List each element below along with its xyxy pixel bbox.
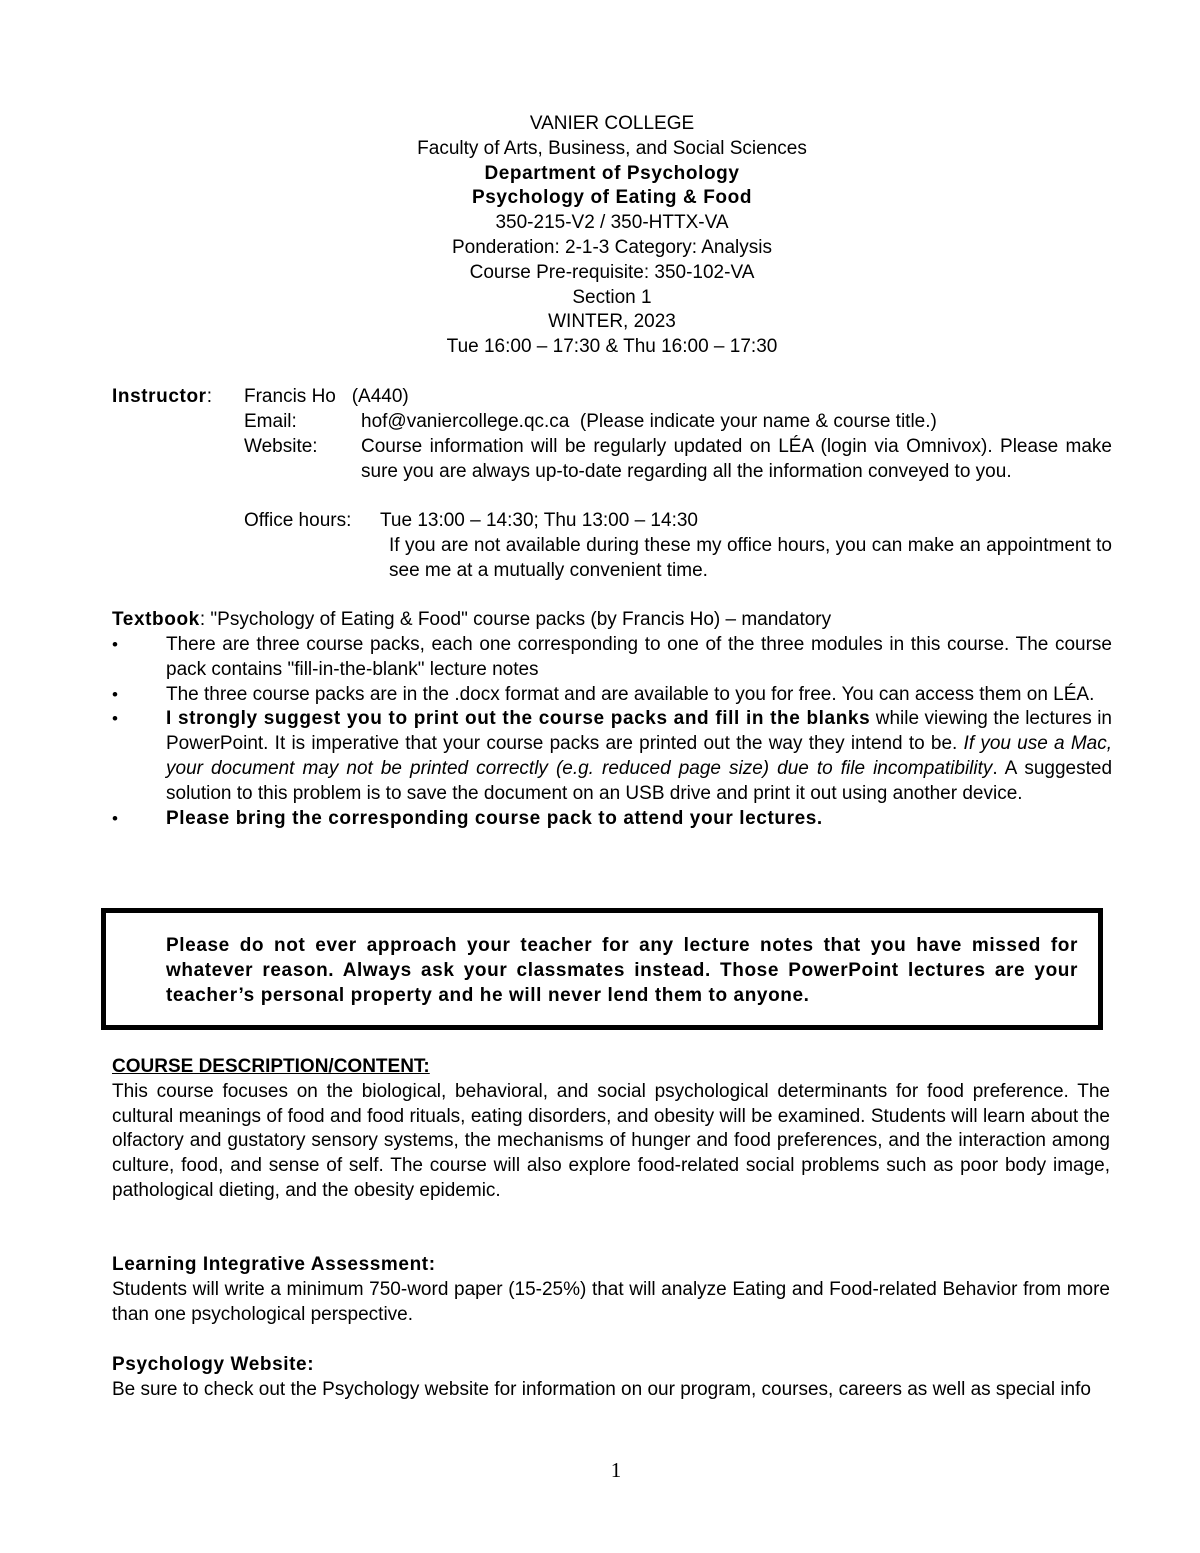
office-hours-value: Tue 13:00 – 14:30; Thu 13:00 – 14:30 (380, 510, 698, 531)
class-schedule: Tue 16:00 – 17:30 & Thu 16:00 – 17:30 (446, 336, 778, 358)
office-hours-label: Office hours: (244, 510, 352, 531)
website-label: Website: (244, 436, 318, 457)
psychology-website (112, 1353, 1110, 1403)
bullet-icon: • (112, 808, 118, 828)
learning-assessment (112, 1253, 1110, 1327)
website-heading: Psychology Website: (112, 1354, 315, 1375)
course-title: Psychology of Eating & Food (471, 187, 753, 209)
department-name: Department of Psychology (484, 162, 740, 184)
prerequisite: Course Pre-requisite: 350-102-VA (469, 261, 755, 283)
list-item: • Please bring the corresponding course pack to attend your lectures. (112, 807, 1112, 832)
bullet-icon: • (112, 684, 118, 704)
course-code: 350-215-V2 / 350-HTTX-VA (495, 212, 729, 234)
course-header (0, 112, 1200, 360)
term: WINTER, 2023 (548, 311, 676, 333)
instructor-label: Instructor: (112, 386, 212, 407)
assessment-text: Students will write a minimum 750-word paper (15-25%) that will analyze Eating and Food-related Behavior from more than one psychological perspective. (112, 1278, 1110, 1325)
college-name: VANIER COLLEGE (529, 113, 695, 134)
textbook-bullets (112, 633, 1112, 831)
instructor-name: Francis Ho (A440) (244, 386, 409, 407)
bullet-icon: • (112, 635, 118, 654)
textbook-line: Textbook: "Psychology of Eating & Food" course packs (by Francis Ho) – mandatory (112, 609, 832, 630)
description-heading: COURSE DESCRIPTION/CONTENT: (112, 1056, 430, 1077)
assessment-heading: Learning Integrative Assessment: (112, 1254, 436, 1275)
email-value: hof@vaniercollege.qc.ca (Please indicate your name & course title.) (361, 411, 937, 432)
list-item: • The three course packs are in the .docx format and are available to you for free. You can access them on LÉA. (112, 683, 1112, 708)
list-item: • There are three course packs, each one corresponding to one of the three modules in this course. The course pack contains "fill-in-the-blank" lecture notes (112, 634, 1112, 680)
faculty-name: Faculty of Arts, Business, and Social Sciences (417, 137, 807, 159)
list-item: • I strongly suggest you to print out the course packs and fill in the blanks while viewing the lectures in PowerPoint. It is imperative that your course packs are printed out the way they intend to be. If you use a Mac, your document may not be printed correctly (e.g. reduced page size) due to file incompatibility. A suggested solution to this problem is to save the document on an USB drive and print it out using another device. (112, 708, 1113, 804)
website-text: Be sure to check out the Psychology website for information on our program, courses, careers as well as special info (112, 1378, 1091, 1400)
description-text: This course focuses on the biological, behavioral, and social psychological determinants for food preference. The cultural meanings of food and food rituals, eating disorders, and obesity will be examined. Students will learn about the olfactory and gustatory sensory systems, the mechanisms of hunger and food preferences, and the interaction among culture, food, and sense of self. The course will also explore food-related social problems such as poor body image, pathological dieting, and the obesity epidemic. (112, 1080, 1110, 1201)
website-value: Course information will be regularly updated on LÉA (login via Omnivox). Please make sure you are always up-to-date regarding all the information conveyed to you. (361, 436, 1112, 482)
office-hours-note: If you are not available during these my office hours, you can make an appointment to see me at a mutually convenient time. (389, 535, 1112, 581)
ponderation: Ponderation: 2-1-3 Category: Analysis (451, 236, 772, 258)
course-description (112, 1055, 1110, 1204)
bullet-icon: • (112, 709, 118, 729)
page-number: 1 (610, 1458, 622, 1482)
lecture-notes-notice-box (101, 908, 1103, 1030)
section-number: Section 1 (572, 286, 652, 308)
notice-text: Please do not ever approach your teacher for any lecture notes that you have missed for whatever reason. Always ask your classmates instead. Those PowerPoint lectures are your teacher’s personal property and he will never lend them to anyone. (166, 935, 1078, 1006)
email-label: Email: (244, 411, 297, 432)
